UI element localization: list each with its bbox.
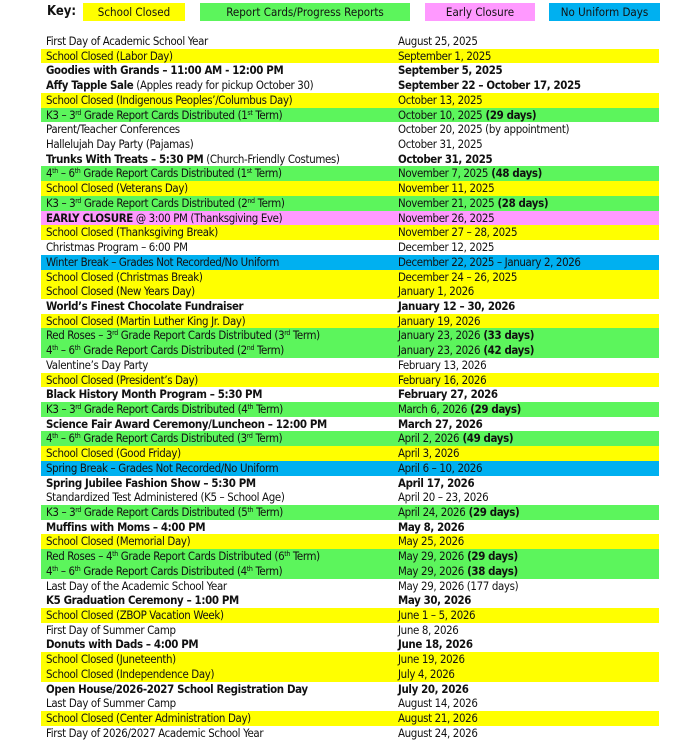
event-date: December 24 – 26, 2025 xyxy=(398,269,517,284)
event-name: School Closed (ZBOP Vacation Week) xyxy=(46,608,224,623)
event-name: K3 – 3rd Grade Report Cards Distributed (1st Term) xyxy=(46,107,283,122)
event-date: November 21, 2025 (28 days) xyxy=(398,195,549,210)
calendar-row xyxy=(41,108,659,123)
event-name: School Closed (Independence Day) xyxy=(46,666,215,681)
event-name: Christmas Program – 6:00 PM xyxy=(46,240,188,255)
calendar-row xyxy=(41,34,659,49)
event-date: September 1, 2025 xyxy=(398,48,492,63)
event-date: March 6, 2026 (29 days) xyxy=(398,401,521,416)
event-date: February 27, 2026 xyxy=(398,387,498,402)
event-name: 4th – 6th Grade Report Cards Distributed (4th Term) xyxy=(46,563,283,578)
calendar-row xyxy=(41,549,659,564)
event-name: Last Day of Summer Camp xyxy=(46,696,176,711)
event-date: May 8, 2026 xyxy=(398,519,465,534)
event-date: June 18, 2026 xyxy=(398,637,473,652)
calendar-row xyxy=(41,490,659,505)
calendar-row xyxy=(41,593,659,608)
event-date: March 27, 2026 xyxy=(398,416,483,431)
event-name: School Closed (New Years Day) xyxy=(46,284,195,299)
calendar-row xyxy=(41,608,659,623)
event-date: September 22 – October 17, 2025 xyxy=(398,78,581,93)
event-date: July 20, 2026 xyxy=(398,681,469,696)
school-days-count: (48 days) xyxy=(488,166,543,181)
event-date: October 20, 2025 (by appointment) xyxy=(398,122,570,137)
calendar-row xyxy=(41,299,659,314)
event-date: June 1 – 5, 2026 xyxy=(398,608,476,623)
calendar-row xyxy=(41,137,659,152)
event-name: School Closed (Indigenous Peoples’/Columbus Day) xyxy=(46,92,293,107)
calendar-row xyxy=(41,711,659,726)
event-name: 4th – 6th Grade Report Cards Distributed (2nd Term) xyxy=(46,343,284,358)
event-name: Goodies with Grands – 11:00 AM - 12:00 PM xyxy=(46,63,284,78)
calendar-row xyxy=(41,358,659,373)
event-date: November 27 – 28, 2025 xyxy=(398,225,518,240)
school-days-count: (29 days) xyxy=(465,505,520,519)
calendar-row xyxy=(41,652,659,667)
event-name: World’s Finest Chocolate Fundraiser xyxy=(46,298,244,313)
event-name: Red Roses – 3rd Grade Report Cards Distributed (3rd Term) xyxy=(46,328,320,343)
legend-early-closure: Early Closure xyxy=(425,3,535,21)
calendar-row xyxy=(41,240,659,255)
event-name: School Closed (Juneteenth) xyxy=(46,652,176,667)
calendar-row xyxy=(41,667,659,682)
event-date: April 3, 2026 xyxy=(398,446,460,461)
calendar-row xyxy=(41,623,659,638)
event-name: School Closed (Veterans Day) xyxy=(46,181,188,196)
event-name: School Closed (Good Friday) xyxy=(46,446,181,461)
calendar-row xyxy=(41,696,659,711)
event-date: May 29, 2026 (38 days) xyxy=(398,563,518,578)
event-date: April 20 – 23, 2026 xyxy=(398,490,489,505)
event-date: August 21, 2026 xyxy=(398,711,478,726)
calendar-row xyxy=(41,78,659,93)
event-name: Black History Month Program – 5:30 PM xyxy=(46,387,263,402)
event-name: School Closed (Martin Luther King Jr. Day) xyxy=(46,313,246,328)
event-date: April 2, 2026 (49 days) xyxy=(398,431,514,446)
event-date: May 29, 2026 (177 days) xyxy=(398,578,519,593)
event-date: January 23, 2026 (42 days) xyxy=(398,343,535,358)
event-date: April 24, 2026 (29 days) xyxy=(398,505,520,519)
event-date: April 17, 2026 xyxy=(398,475,475,490)
event-name: Last Day of the Academic School Year xyxy=(46,578,227,593)
event-date: September 5, 2025 xyxy=(398,63,503,78)
calendar-row xyxy=(41,726,659,741)
event-date: June 8, 2026 xyxy=(398,622,459,637)
calendar-row xyxy=(41,564,659,579)
calendar-row xyxy=(41,461,659,476)
event-date: January 23, 2026 (33 days) xyxy=(398,328,535,343)
legend-no-uniform: No Uniform Days xyxy=(549,3,660,21)
school-days-count: (49 days) xyxy=(459,431,514,446)
event-name: Red Roses – 4th Grade Report Cards Distributed (6th Term) xyxy=(46,549,320,564)
calendar-row xyxy=(41,328,659,343)
calendar-row xyxy=(41,93,659,108)
event-date: January 1, 2026 xyxy=(398,284,474,299)
calendar-row xyxy=(41,534,659,549)
event-name: School Closed (President’s Day) xyxy=(46,372,198,387)
event-date: October 31, 2025 xyxy=(398,137,483,152)
event-date: January 19, 2026 xyxy=(398,313,481,328)
event-date: October 13, 2025 xyxy=(398,92,483,107)
event-date: November 11, 2025 xyxy=(398,181,495,196)
event-date: August 25, 2025 xyxy=(398,34,478,48)
event-name: First Day of Summer Camp xyxy=(46,622,176,637)
event-name: Donuts with Dads – 4:00 PM xyxy=(46,637,199,652)
school-days-count: (29 days) xyxy=(463,549,518,564)
event-name: Spring Break – Grades Not Recorded/No Uniform xyxy=(46,460,279,475)
calendar-row xyxy=(41,579,659,594)
event-date: January 12 – 30, 2026 xyxy=(398,298,515,313)
event-date: May 30, 2026 xyxy=(398,593,472,608)
calendar-row xyxy=(41,637,659,652)
event-name: Muffins with Moms – 4:00 PM xyxy=(46,519,206,534)
event-name: 4th – 6th Grade Report Cards Distributed (1st Term) xyxy=(46,166,282,181)
event-name: Parent/Teacher Conferences xyxy=(46,122,180,137)
event-date: April 6 – 10, 2026 xyxy=(398,460,483,475)
calendar-row xyxy=(41,63,659,78)
school-days-count: (29 days) xyxy=(467,401,521,416)
event-name: Trunks With Treats – 5:30 PM (Church-Friendly Costumes) xyxy=(46,151,340,166)
event-name: Affy Tapple Sale (Apples ready for pickup October 30) xyxy=(46,78,314,93)
calendar-row xyxy=(41,373,659,388)
calendar-row xyxy=(41,211,659,226)
calendar-event-list xyxy=(41,34,659,741)
calendar-row xyxy=(41,181,659,196)
event-name: K3 – 3rd Grade Report Cards Distributed (2nd Term) xyxy=(46,195,285,210)
event-date: August 14, 2026 xyxy=(398,696,478,711)
school-days-count: (42 days) xyxy=(480,343,535,358)
calendar-row xyxy=(41,314,659,329)
event-name: Open House/2026-2027 School Registration Day xyxy=(46,681,308,696)
event-name: Valentine’s Day Party xyxy=(46,357,148,372)
calendar-row xyxy=(41,166,659,181)
event-date: December 12, 2025 xyxy=(398,240,495,255)
event-name: Winter Break – Grades Not Recorded/No Uniform xyxy=(46,254,279,269)
calendar-row xyxy=(41,520,659,535)
school-days-count: (38 days) xyxy=(463,563,518,578)
event-date: October 10, 2025 (29 days) xyxy=(398,107,537,122)
event-name: Spring Jubilee Fashion Show – 5:30 PM xyxy=(46,475,256,490)
event-date: November 26, 2025 xyxy=(398,210,495,225)
calendar-row xyxy=(41,505,659,520)
calendar-row xyxy=(41,196,659,211)
event-name: K5 Graduation Ceremony – 1:00 PM xyxy=(46,593,239,608)
calendar-row xyxy=(41,152,659,167)
event-date: June 19, 2026 xyxy=(398,652,465,667)
event-date: February 16, 2026 xyxy=(398,372,487,387)
event-name: K3 – 3rd Grade Report Cards Distributed (4th Term) xyxy=(46,401,283,416)
event-date: February 13, 2026 xyxy=(398,357,487,372)
event-name: School Closed (Labor Day) xyxy=(46,48,173,63)
event-name: EARLY CLOSURE @ 3:00 PM (Thanksgiving Eve) xyxy=(46,210,283,225)
calendar-row xyxy=(41,402,659,417)
calendar-row xyxy=(41,270,659,285)
calendar-row xyxy=(41,431,659,446)
event-name: Hallelujah Day Party (Pajamas) xyxy=(46,137,194,152)
event-name: K3 – 3rd Grade Report Cards Distributed (5th Term) xyxy=(46,505,283,519)
calendar-row xyxy=(41,476,659,491)
legend-report-cards: Report Cards/Progress Reports xyxy=(200,3,410,21)
school-days-count: (29 days) xyxy=(482,107,537,122)
legend-school-closed: School Closed xyxy=(83,3,185,21)
calendar-row xyxy=(41,343,659,358)
event-name: School Closed (Thanksgiving Break) xyxy=(46,225,218,240)
school-days-count: (33 days) xyxy=(480,328,535,343)
event-date: December 22, 2025 – January 2, 2026 xyxy=(398,254,581,269)
calendar-row xyxy=(41,682,659,697)
calendar-row xyxy=(41,49,659,64)
event-date: July 4, 2026 xyxy=(398,666,455,681)
calendar-row xyxy=(41,255,659,270)
calendar-row xyxy=(41,122,659,137)
event-name: Science Fair Award Ceremony/Luncheon – 12:00 PM xyxy=(46,416,327,431)
event-name: School Closed (Center Administration Day) xyxy=(46,711,251,726)
calendar-row xyxy=(41,284,659,299)
event-name: Standardized Test Administered (K5 – School Age) xyxy=(46,490,285,505)
event-date: May 29, 2026 (29 days) xyxy=(398,549,518,564)
event-date: October 31, 2025 xyxy=(398,151,493,166)
event-name: School Closed (Memorial Day) xyxy=(46,534,191,549)
event-name: School Closed (Christmas Break) xyxy=(46,269,203,284)
event-name: First Day of 2026/2027 Academic School Year xyxy=(46,725,264,740)
calendar-row xyxy=(41,387,659,402)
event-name: First Day of Academic School Year xyxy=(46,34,208,48)
school-days-count: (28 days) xyxy=(494,195,549,210)
event-name: 4th – 6th Grade Report Cards Distributed (3rd Term) xyxy=(46,431,283,446)
legend-title: Key: xyxy=(47,4,77,19)
calendar-row xyxy=(41,417,659,432)
calendar-row xyxy=(41,446,659,461)
event-date: May 25, 2026 xyxy=(398,534,464,549)
legend xyxy=(0,3,684,21)
event-date: November 7, 2025 (48 days) xyxy=(398,166,543,181)
calendar-row xyxy=(41,225,659,240)
event-date: August 24, 2026 xyxy=(398,725,478,740)
